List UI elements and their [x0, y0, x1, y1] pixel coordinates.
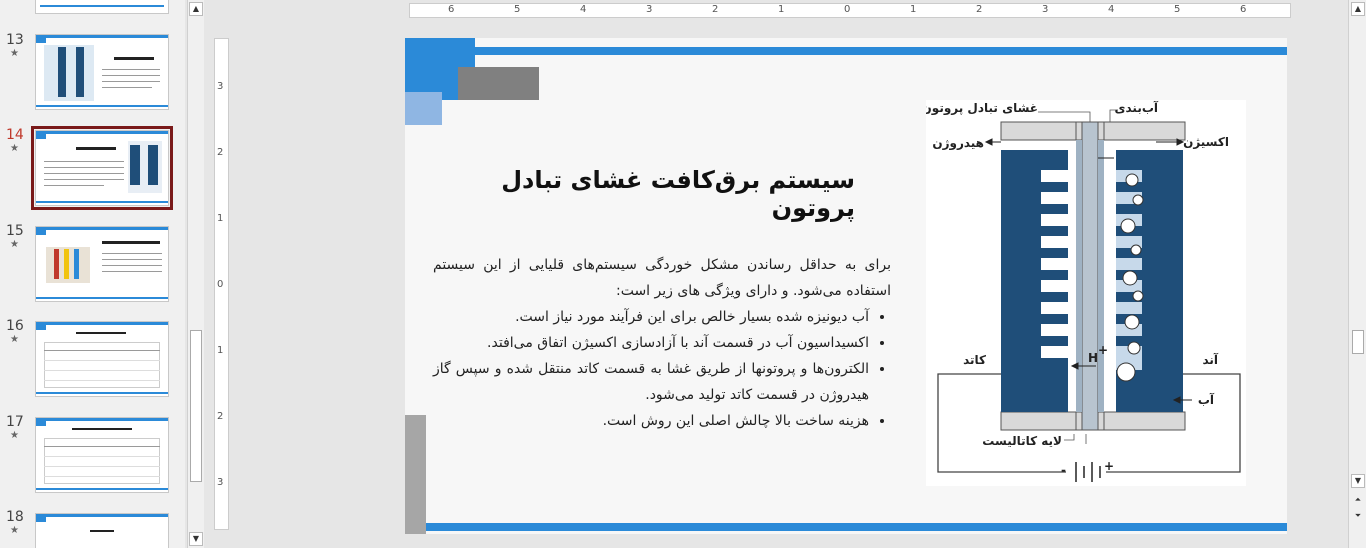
- bullet-item: • اکسیداسیون آب در قسمت آند با آزادسازی اکسیژن اتفاق می‌افتد.: [433, 330, 869, 356]
- label-water: آب: [1197, 393, 1214, 407]
- label-anode: آند: [1202, 353, 1218, 367]
- animation-star-icon: ★: [10, 143, 19, 154]
- animation-star-icon: ★: [10, 525, 19, 536]
- ruler-tick: 4: [1108, 4, 1115, 15]
- ruler-tick: 1: [217, 345, 224, 356]
- animation-star-icon: ★: [10, 334, 19, 345]
- slide-number: 13: [6, 32, 24, 48]
- ruler-tick: 2: [976, 4, 983, 15]
- bullet-item: • الکترون‌ها و پروتونها از طریق غشا به قسمت کاتد منتقل شده و سپس گاز هیدروژن در قسمت کاتد تولید می‌شود.: [433, 356, 869, 408]
- slide-title[interactable]: سیستم برق‌کافت غشای تبادل پروتون: [501, 166, 855, 222]
- ruler-tick: 3: [646, 4, 653, 15]
- slide-thumbnail-17[interactable]: [35, 417, 169, 493]
- bullet-item: • هزینه ساخت بالا چالش اصلی این روش است.: [433, 408, 869, 434]
- ruler-tick: 3: [217, 81, 224, 92]
- ruler-tick: 2: [712, 4, 719, 15]
- label-battery-plus: +: [1104, 459, 1115, 473]
- bullet-list: [433, 304, 891, 434]
- scroll-up-arrow-icon[interactable]: ▲: [189, 2, 203, 16]
- ruler-tick: 2: [217, 147, 224, 158]
- animation-star-icon: ★: [10, 430, 19, 441]
- pem-electrolyzer-diagram[interactable]: [926, 100, 1246, 486]
- ruler-tick: 3: [1042, 4, 1049, 15]
- slide-body-text[interactable]: [433, 252, 891, 434]
- label-proton: H: [1088, 351, 1099, 365]
- diagram-svg: [926, 100, 1246, 486]
- ruler-tick: 5: [514, 4, 521, 15]
- bottom-blue-bar: [426, 523, 1287, 531]
- label-membrane: غشای تبادل پروتون: [926, 101, 1038, 115]
- horizontal-ruler[interactable]: [409, 3, 1291, 18]
- scroll-up-arrow-icon[interactable]: ▲: [1351, 2, 1365, 16]
- slide-thumbnail-pane[interactable]: [0, 0, 185, 548]
- next-slide-icon[interactable]: ⏷: [1354, 511, 1362, 520]
- label-sealing: آب‌بندی: [1114, 101, 1158, 115]
- ruler-tick: 1: [910, 4, 917, 15]
- slide-thumbnail-12[interactable]: [35, 0, 169, 14]
- slide-thumbnail-18[interactable]: [35, 513, 169, 548]
- scroll-down-arrow-icon[interactable]: ▼: [189, 532, 203, 546]
- previous-slide-icon[interactable]: ⏶: [1354, 495, 1362, 504]
- slide-number: 17: [6, 414, 24, 430]
- animation-star-icon: ★: [10, 48, 19, 59]
- gray-block: [458, 67, 539, 100]
- slide-number: 14: [6, 127, 24, 143]
- top-blue-bar: [405, 47, 1287, 55]
- label-oxygen: اکسیژن: [1183, 135, 1229, 149]
- ruler-tick: 6: [448, 4, 455, 15]
- intro-paragraph: برای به حداقل رساندن مشکل خوردگی سیستم‌های قلیایی از این سیستم استفاده می‌شود. و دارای ویژگی های زیر است:: [433, 257, 891, 299]
- ruler-tick: 0: [844, 4, 851, 15]
- slide-number: 15: [6, 223, 24, 239]
- thumbnail-scrollbar[interactable]: [187, 0, 204, 548]
- label-catalyst: لایه کاتالیست: [982, 434, 1062, 448]
- label-battery-minus: -: [1061, 463, 1066, 477]
- bullet-item: • آب دیونیزه شده بسیار خالص برای این فرآیند مورد نیاز است.: [433, 304, 869, 330]
- light-blue-square: [405, 92, 442, 125]
- animation-star-icon: ★: [10, 239, 19, 250]
- ruler-tick: 5: [1174, 4, 1181, 15]
- slide-thumbnail-15[interactable]: [35, 226, 169, 302]
- label-hydrogen: هیدروژن: [932, 136, 984, 150]
- scroll-thumb[interactable]: [1352, 330, 1364, 354]
- left-gray-bar: [405, 415, 426, 534]
- label-proton-charge: +: [1098, 343, 1109, 357]
- slide-thumbnail-13[interactable]: [35, 34, 169, 110]
- slide-thumbnail-16[interactable]: [35, 321, 169, 397]
- scroll-down-arrow-icon[interactable]: ▼: [1351, 474, 1365, 488]
- label-cathode: کاتد: [963, 353, 986, 367]
- slide-canvas[interactable]: [405, 38, 1287, 534]
- ruler-tick: 1: [217, 213, 224, 224]
- ruler-tick: 0: [217, 279, 224, 290]
- ruler-tick: 4: [580, 4, 587, 15]
- scroll-thumb[interactable]: [190, 330, 202, 482]
- ruler-tick: 6: [1240, 4, 1247, 15]
- ruler-tick: 1: [778, 4, 785, 15]
- slide-thumbnail-14-selected[interactable]: [35, 130, 169, 206]
- slide-number: 18: [6, 509, 24, 525]
- slide-number: 16: [6, 318, 24, 334]
- editor-scrollbar[interactable]: [1348, 0, 1366, 548]
- vertical-ruler[interactable]: [214, 38, 229, 530]
- ruler-tick: 3: [217, 477, 224, 488]
- ruler-tick: 2: [217, 411, 224, 422]
